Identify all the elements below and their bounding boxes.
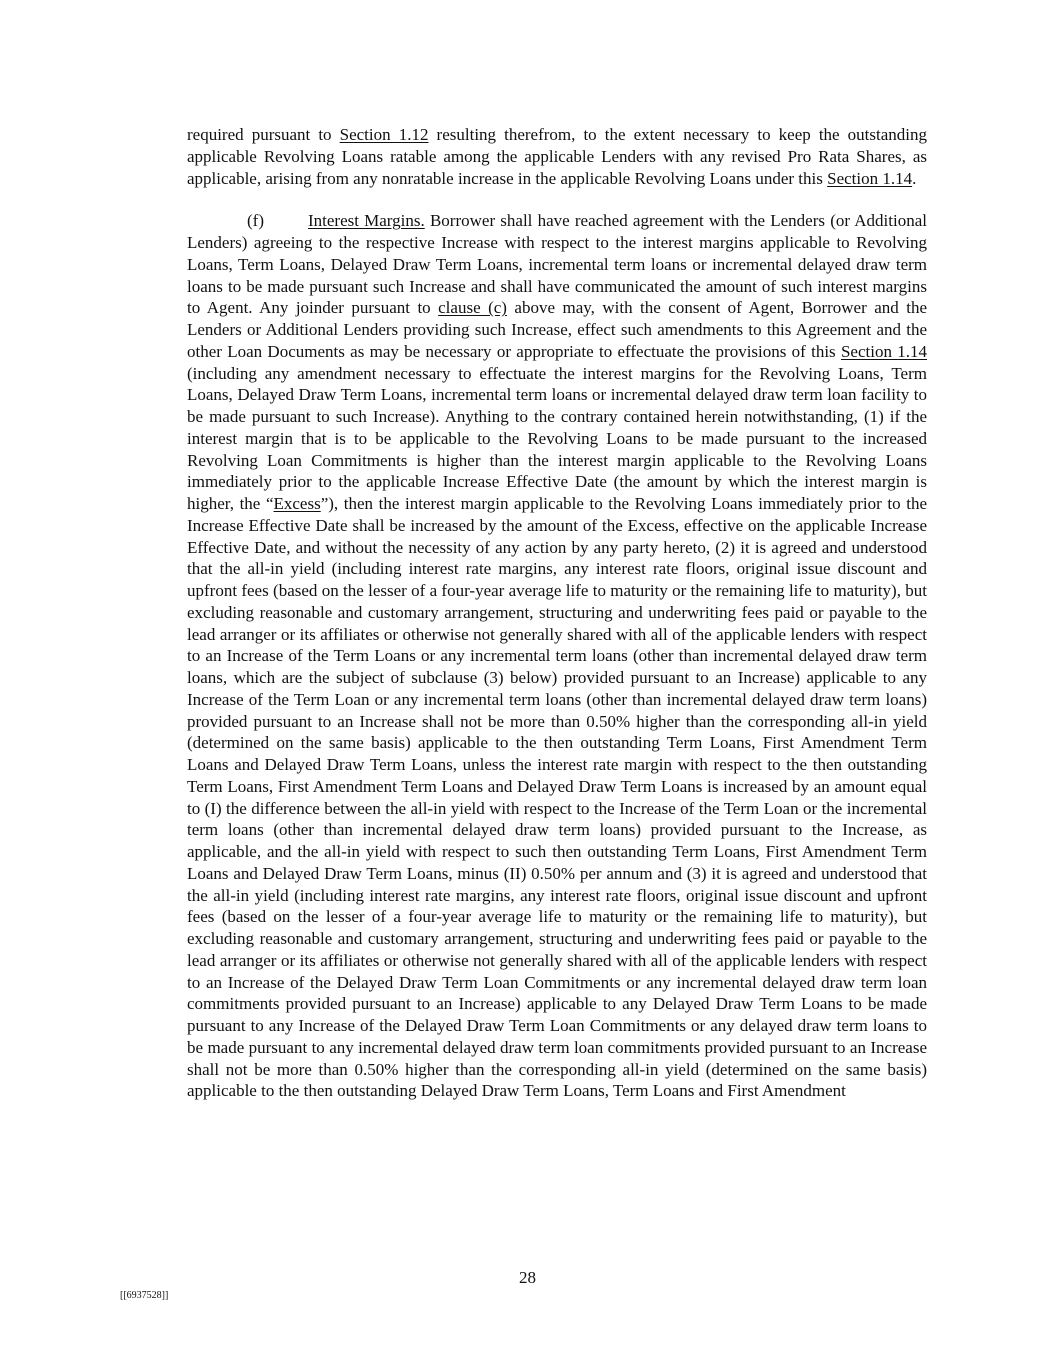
document-body [187, 124, 927, 1102]
paragraph-interest-margins [187, 210, 927, 1102]
text-run: (including any amendment necessary to effectuate the interest margins for the Revolving Loans, Term Loans, Delayed Draw Term Loans, incremental term loans or incremental delayed draw term loan facility to be made pursuant to such Increase). Anything to the contrary contained herein notwithstanding, (1) if the interest margin that is to be applicable to the Revolving Loans to be made pursuant to the increased Revolving Loan Commitments is higher than the interest margin applicable to the Revolving Loans immediately prior to the applicable Increase Effective Date (the amount by which the interest margin is higher, the “ [187, 363, 927, 513]
section-reference: Section 1.14 [827, 168, 913, 188]
clause-heading: Interest Margins. [307, 211, 425, 231]
clause-reference: clause (c) [438, 298, 507, 318]
text-run: Borrower shall have reached agreement with the Lenders (or Additional Lenders) agreeing to the respective Increase with respect to the interest margins applicable to Revolving Loans, Term Loans, Delayed Draw Term Loans, incremental term loans or incremental delayed draw term loans to be made pursuant such Increase and shall have communicated the amount of such interest margins to Agent. Any joinder pursuant to [187, 211, 927, 318]
page-number: 28 [519, 1268, 536, 1287]
text-run: ”), then the interest margin applicable to the Revolving Loans immediately prior to the Increase Effective Date shall be increased by the amount of the Excess, effective on the applicable Increase Effective Date, and without the necessity of any action by any party hereto, (2) it is agreed and understood that the all-in yield (including interest rate margins, any interest rate floors, original issue discount and upfront fees (based on the lesser of a four-year average life to maturity or the remaining life to maturity), but excluding reasonable and customary arrangement, structuring and underwriting fees paid or payable to the lead arranger or its affiliates or otherwise not generally shared with all of the applicable lenders with respect to an Increase of the Term Loans or any incremental term loans (other than incremental delayed draw term loans, which are the subject of subclause (3) below) provided pursuant to an Increase) applicable to any Increase of the Term Loan or any incremental term loans (other than incremental delayed draw term loans) provided pursuant to an Increase shall not be more than 0.50% higher than the corresponding all-in yield (determined on the same basis) applicable to the then outstanding Term Loans, First Amendment Term Loans and Delayed Draw Term Loans, unless the interest rate margin with respect to the then outstanding Term Loans, First Amendment Term Loans and Delayed Draw Term Loans is increased by an amount equal to (I) the difference between the all-in yield with respect to the Increase of the Term Loan or the incremental term loans (other than incremental delayed draw term loans) provided pursuant to the Increase, as applicable, and the all-in yield with respect to such then outstanding Term Loans, First Amendment Term Loans and Delayed Draw Term Loans, minus (II) 0.50% per annum and (3) it is agreed and understood that the all-in yield (including interest rate margins, any interest rate floors, original issue discount and upfront fees (based on the lesser of a four-year average life to maturity or the remaining life to maturity), but excluding reasonable and customary arrangement, structuring and underwriting fees paid or payable to the lead arranger or its affiliates or otherwise not generally shared with all of the applicable lenders with respect to an Increase of the Delayed Draw Term Loan Commitments or any incremental delayed draw term loan commitments provided pursuant to an Increase) applicable to any Delayed Draw Term Loans to be made pursuant to any Increase of the Delayed Draw Term Loan Commitments or any delayed draw term loans to be made pursuant to any incremental delayed draw term loan commitments provided pursuant to an Increase shall not be more than 0.50% higher than the corresponding all-in yield (determined on the same basis) applicable to the then outstanding Delayed Draw Term Loans, Term Loans and First Amendment [187, 494, 927, 1101]
text-run: above may, with the consent of Agent, Borrower and the Lenders or Additional Lenders providing such Increase, effect such amendments to this Agreement and the other Loan Documents as may be necessary or appropriate to effectuate the provisions of this [187, 298, 928, 361]
clause-label: (f) [247, 211, 264, 231]
section-reference: Section 1.12 [339, 125, 429, 144]
section-reference: Section 1.14 [840, 341, 927, 361]
defined-term-excess: Excess [273, 494, 321, 513]
paragraph-continuation [187, 124, 927, 189]
text-run: required pursuant to [187, 125, 340, 144]
text-run: resulting therefrom, to the extent necessary to keep the outstanding applicable Revolving Loans ratable among the applicable Lenders with any revised Pro Rata Shares, as applicable, arising from any nonratable increase in the applicable Revolving Loans under this [187, 125, 928, 188]
text-run: . [912, 168, 917, 188]
document-id: [[6937528]] [120, 1290, 169, 1301]
